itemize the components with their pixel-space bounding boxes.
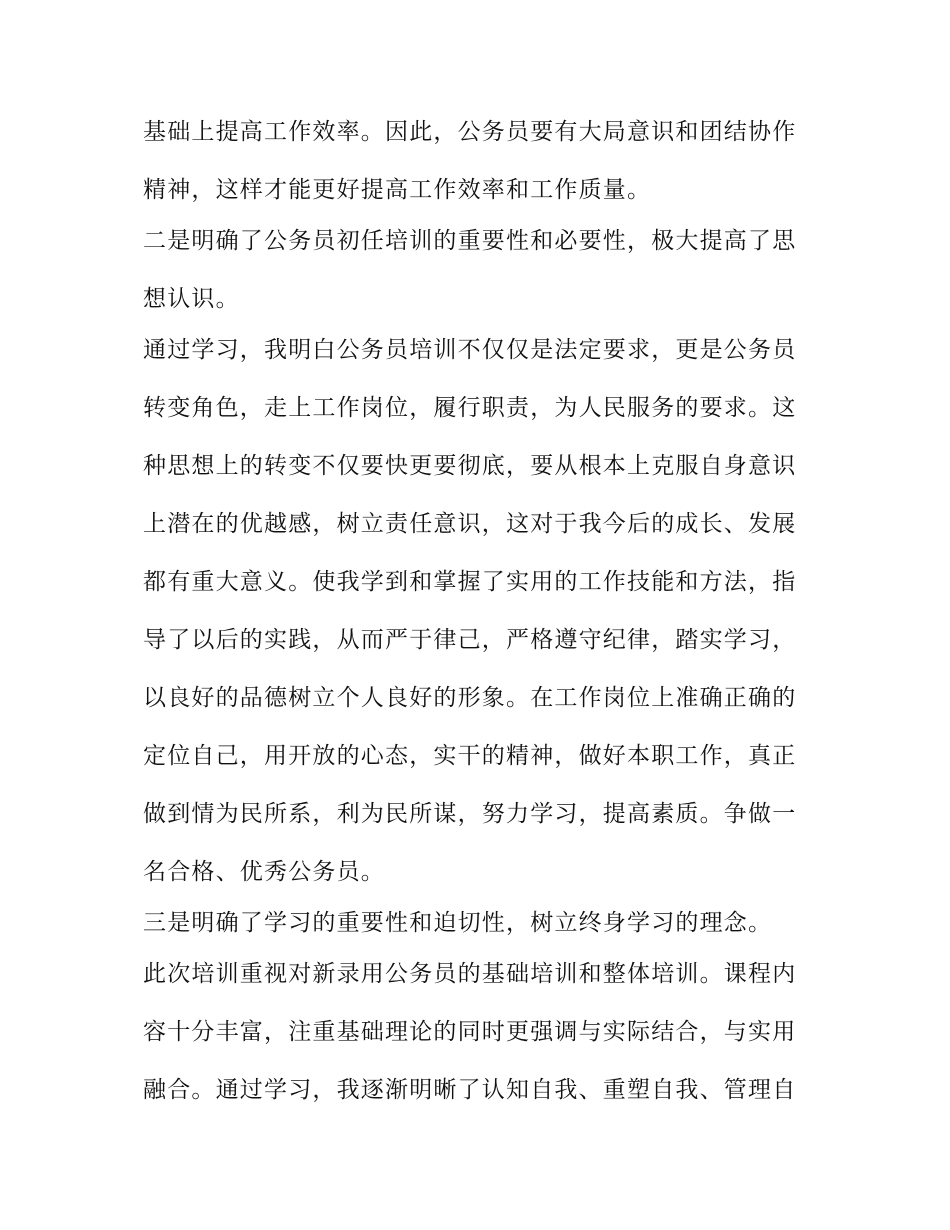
text-line: 导了以后的实践，从而严于律己，严格遵守纪律，踏实学习， [143, 627, 797, 653]
text-line: 名合格、优秀公务员。 [143, 859, 385, 885]
text-line: 想认识。 [143, 286, 240, 312]
text-line: 容十分丰富，注重基础理论的同时更强调与实际结合，与实用 [143, 1019, 797, 1045]
body-text [143, 103, 823, 1119]
text-line: 融合。通过学习，我逐渐明晰了认知自我、重塑自我、管理自 [143, 1077, 797, 1103]
text-line: 都有重大意义。使我学到和掌握了实用的工作技能和方法，指 [143, 569, 797, 595]
text-line: 定位自己，用开放的心态，实干的精神，做好本职工作，真正 [143, 743, 797, 769]
text-line: 上潜在的优越感，树立责任意识，这对于我今后的成长、发展 [143, 511, 797, 537]
text-line: 基础上提高工作效率。因此，公务员要有大局意识和团结协作 [143, 119, 797, 145]
text-line: 以良好的品德树立个人良好的形象。在工作岗位上准确正确的 [143, 685, 797, 711]
text-line: 种思想上的转变不仅要快更要彻底，要从根本上克服自身意识 [143, 453, 797, 479]
text-line: 三是明确了学习的重要性和迫切性，树立终身学习的理念。 [143, 910, 773, 936]
text-line: 通过学习，我明白公务员培训不仅仅是法定要求，更是公务员 [143, 337, 797, 363]
text-line: 二是明确了公务员初任培训的重要性和必要性，极大提高了思 [143, 228, 797, 254]
text-line: 此次培训重视对新录用公务员的基础培训和整体培训。课程内 [143, 961, 797, 987]
text-line: 做到情为民所系，利为民所谋，努力学习，提高素质。争做一 [143, 801, 797, 827]
text-line: 转变角色，走上工作岗位，履行职责，为人民服务的要求。这 [143, 395, 797, 421]
text-line: 精神，这样才能更好提高工作效率和工作质量。 [143, 177, 652, 203]
